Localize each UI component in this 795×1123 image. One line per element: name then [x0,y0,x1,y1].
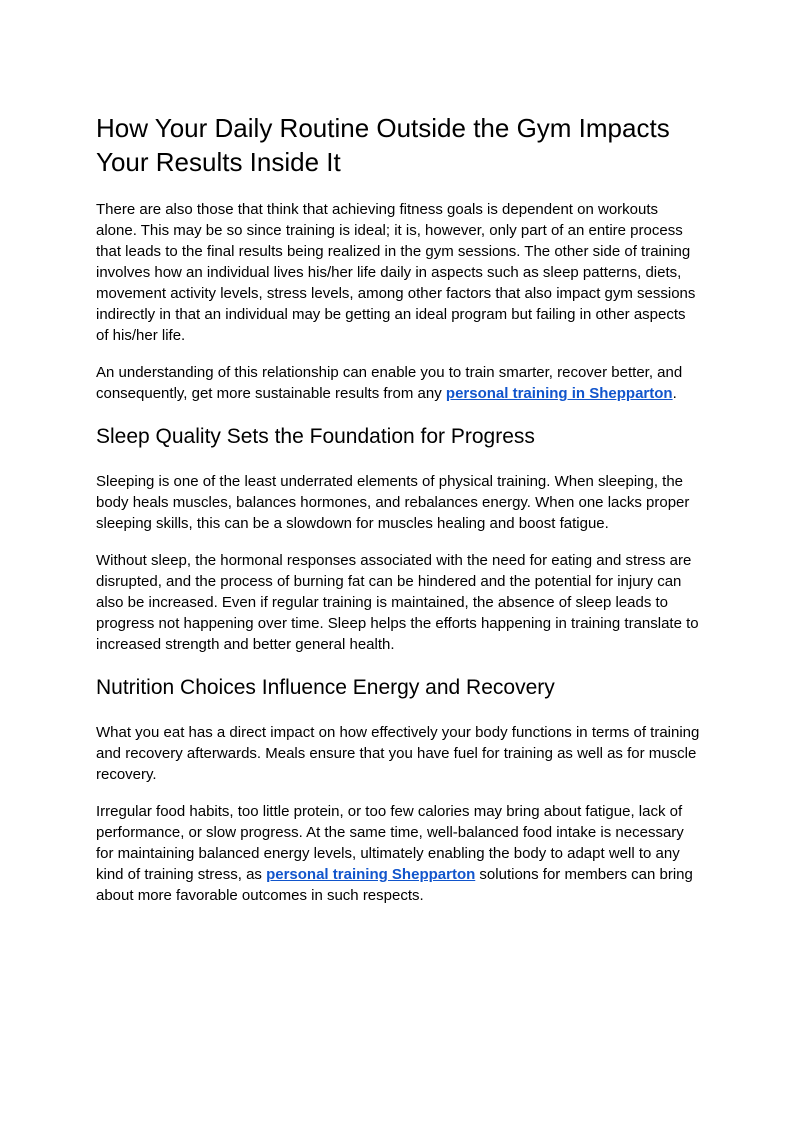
nutrition-paragraph-1: What you eat has a direct impact on how effectively your body functions in terms of training and recovery afterwards. Meals ensure that you have fuel for training as well as for muscle recovery. [96,724,700,783]
nutrition-paragraph-2 [96,801,701,906]
nutrition-paragraph-2-text-before: Irregular food habits, too little protein, or too few calories may bring about fatigue, lack of performance, or slow progress. At the same time, well-balanced food intake is necessary for maintaining balanced energy levels, ultimately enabling the body to adapt well to any kind of training stress, as [96,803,684,883]
nutrition-paragraph-2-text-after: solutions for members can bring about more favorable outcomes in such respects. [96,866,693,904]
document-page [96,111,701,922]
intro-paragraph-1: There are also those that think that achieving fitness goals is dependent on workouts alone. This may be so since training is ideal; it is, however, only part of an entire process that leads to the final results being realized in the gym sessions. The other side of training involves how an individual lives his/her life daily in aspects such as sleep patterns, diets, movement activity levels, stress levels, among other factors that also impact gym sessions indirectly in that an individual may be getting an ideal program but failing in other aspects of his/her life. [96,201,696,344]
nutrition-section-heading: Nutrition Choices Influence Energy and Recovery [96,676,555,699]
intro-paragraph-2-text-after: . [672,385,677,402]
page-title: How Your Daily Routine Outside the Gym Impacts Your Results Inside It [96,113,670,177]
sleep-paragraph-1: Sleeping is one of the least underrated elements of physical training. When sleeping, the body heals muscles, balances hormones, and rebalances energy. When one lacks proper sleeping skills, this can be a slowdown for muscles healing and boost fatigue. [96,473,690,532]
intro-paragraph-2-text-before: An understanding of this relationship can enable you to train smarter, recover better, and consequently, get more sustainable results from any [96,364,683,402]
personal-training-shepparton-link[interactable]: personal training Shepparton [266,866,476,883]
personal-training-in-shepparton-link[interactable]: personal training in Shepparton [445,385,673,402]
sleep-section-heading: Sleep Quality Sets the Foundation for Progress [96,425,535,448]
intro-paragraph-2 [96,362,701,404]
sleep-paragraph-2: Without sleep, the hormonal responses associated with the need for eating and stress are disrupted, and the process of burning fat can be hindered and the potential for injury can also be increased. Even if regular training is maintained, the absence of sleep leads to progress not happening over time. Sleep helps the efforts happening in training translate to increased strength and better general health. [96,552,699,653]
